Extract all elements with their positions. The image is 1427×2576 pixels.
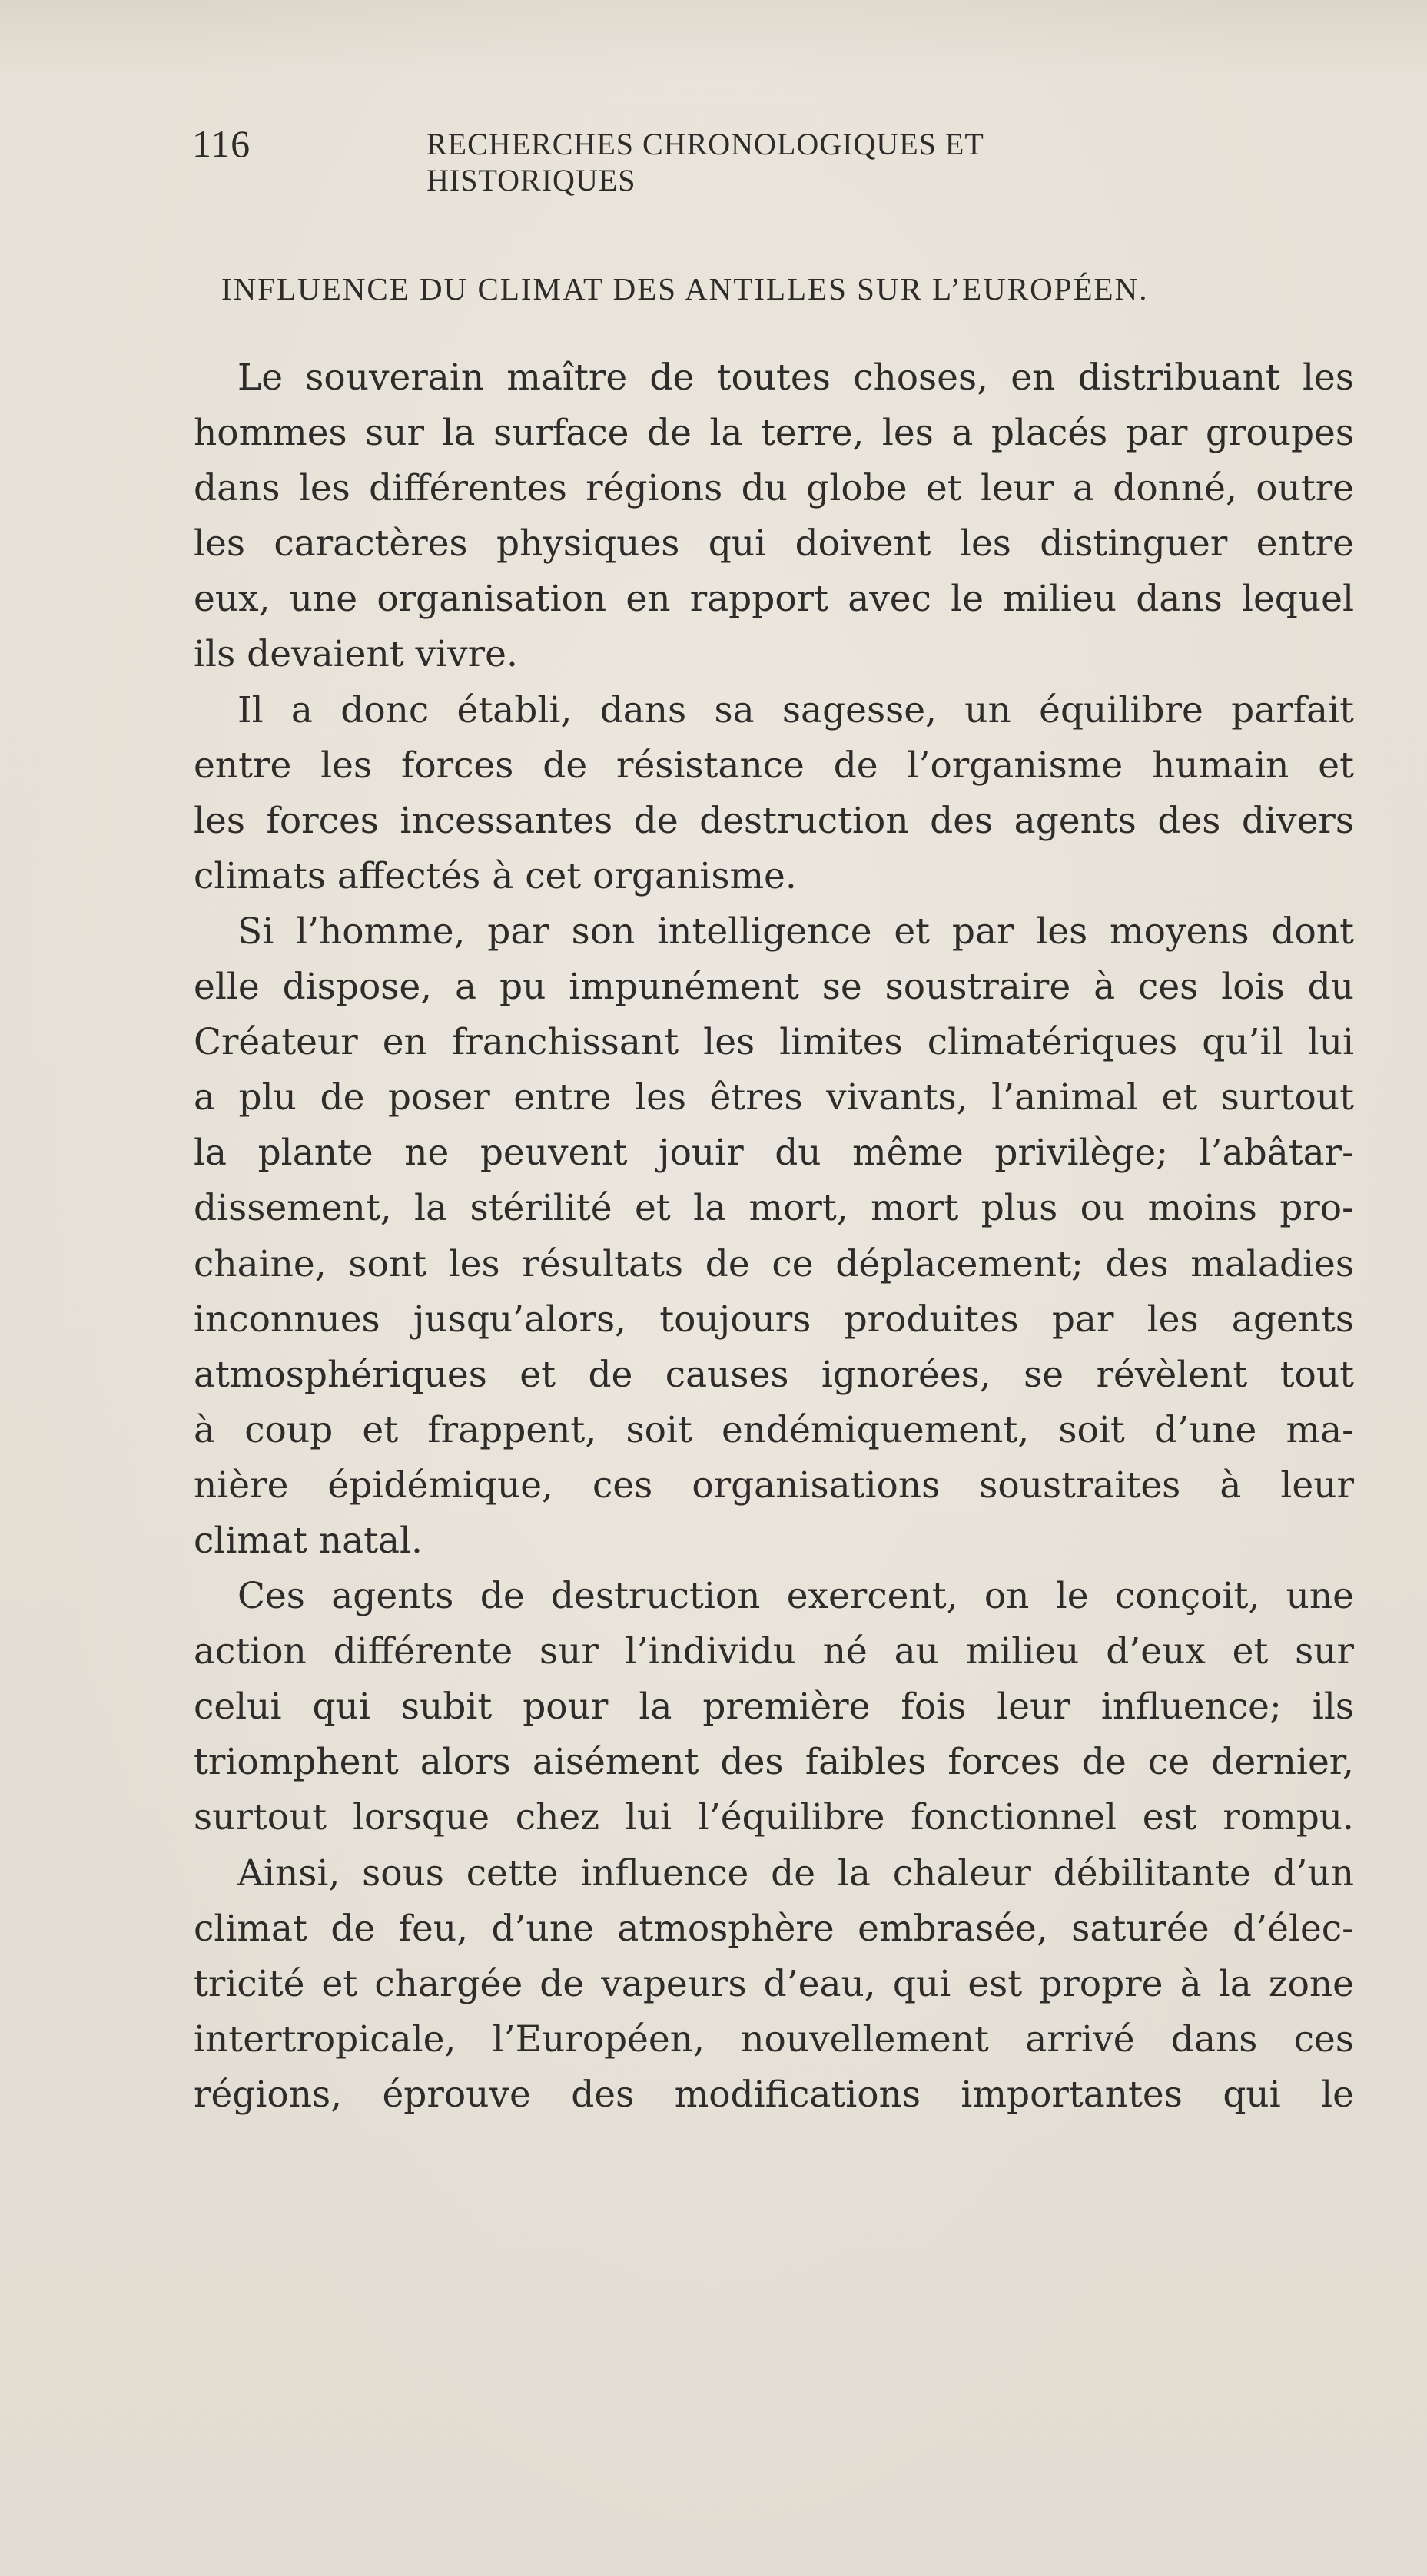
text-line: à coup et frappent, soit endémiquement, soit d’une ma- (194, 1408, 1354, 1451)
text-line: climat de feu, d’une atmosphère embrasée, saturée d’élec- (194, 1907, 1354, 1950)
text-line: entre les forces de résistance de l’organisme humain et (194, 744, 1354, 787)
text-line: hommes sur la surface de la terre, les a placés par groupes (194, 412, 1354, 455)
running-head (192, 121, 1191, 197)
text-line: Ainsi, sous cette influence de la chaleur débilitante d’un (237, 1852, 1354, 1895)
text-line: climats affectés à cet organisme. (194, 854, 797, 897)
text-line: a plu de poser entre les êtres vivants, l’animal et surtout (194, 1076, 1354, 1119)
page-number: 116 (192, 122, 251, 165)
text-line: eux, une organisation en rapport avec le milieu dans lequel (194, 578, 1354, 621)
text-line: Ces agents de destruction exercent, on le conçoit, une (237, 1575, 1354, 1618)
text-line: atmosphériques et de causes ignorées, se révèlent tout (194, 1353, 1354, 1396)
text-line: tricité et chargée de vapeurs d’eau, qui est propre à la zone (194, 1962, 1354, 2005)
text-line: action différente sur l’individu né au milieu d’eux et sur (194, 1630, 1354, 1673)
text-line: inconnues jusqu’alors, toujours produites par les agents (194, 1298, 1354, 1341)
text-line: celui qui subit pour la première fois leur influence; ils (194, 1686, 1354, 1729)
text-line: les forces incessantes de destruction des agents des divers (194, 799, 1354, 842)
text-line: Le souverain maître de toutes choses, en distribuant les (237, 356, 1354, 399)
text-line: triomphent alors aisément des faibles forces de ce dernier, (194, 1741, 1354, 1784)
text-line: chaine, sont les résultats de ce déplacement; des maladies (194, 1242, 1354, 1285)
body-text (194, 350, 1354, 2123)
text-line: surtout lorsque chez lui l’équilibre fonctionnel est rompu. (194, 1796, 1354, 1839)
text-line: intertropicale, l’Européen, nouvellement arrivé dans ces (194, 2017, 1354, 2060)
text-line: elle dispose, a pu impunément se soustraire à ces lois du (194, 966, 1354, 1009)
text-line: la plante ne peuvent jouir du même privilège; l’abâtar- (194, 1132, 1354, 1175)
text-line: régions, éprouve des modifications importantes qui le (194, 2073, 1354, 2116)
running-title: RECHERCHES CHRONOLOGIQUES ET HISTORIQUES (426, 127, 984, 197)
section-heading: INFLUENCE DU CLIMAT DES ANTILLES SUR L’EUROPÉEN. (221, 271, 1149, 307)
text-line: dissement, la stérilité et la mort, mort plus ou moins pro- (194, 1187, 1354, 1230)
text-line: dans les différentes régions du globe et leur a donné, outre (194, 467, 1354, 510)
text-line: climat natal. (194, 1519, 423, 1562)
text-line: Il a donc établi, dans sa sagesse, un équilibre parfait (237, 688, 1354, 731)
text-line: ils devaient vivre. (194, 633, 518, 676)
text-line: Créateur en franchissant les limites climatériques qu’il lui (194, 1021, 1354, 1064)
text-line: les caractères physiques qui doivent les distinguer entre (194, 522, 1354, 565)
text-line: nière épidémique, ces organisations soustraites à leur (194, 1464, 1354, 1507)
text-line: Si l’homme, par son intelligence et par les moyens dont (237, 910, 1354, 953)
